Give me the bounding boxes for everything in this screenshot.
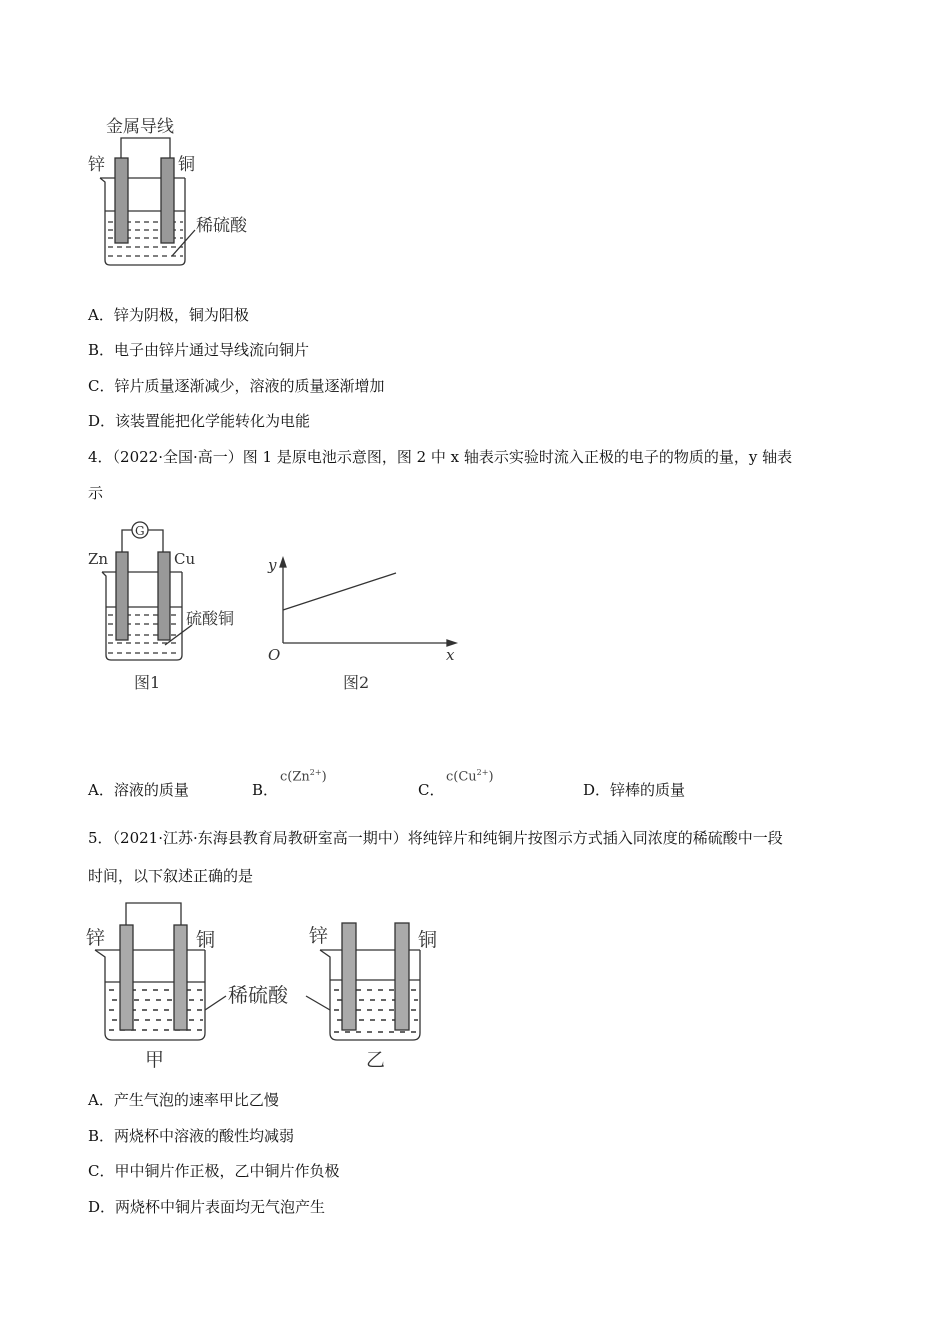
charge: 2+ [309,768,322,777]
q4-option-d: D．锌棒的质量 [583,781,686,799]
expr: c(Cu [446,769,477,785]
svg-text:乙: 乙 [366,1049,386,1071]
zinc-electrode [116,552,128,640]
q4-option-a: A．溶液的质量 [88,781,189,799]
svg-text:稀硫酸: 稀硫酸 [228,983,288,1007]
expr: c(Zn [280,769,310,785]
svg-text:硫酸铜: 硫酸铜 [186,609,235,628]
svg-text:图1: 图1 [134,673,161,692]
galvanic-cell-figure-q3 [88,117,248,265]
q4-option-b-expr: $c(Zn^{2+})$ [280,768,327,785]
svg-text:y: y [268,556,277,574]
line-graph-figure [267,556,456,692]
wire-label: 金属导线 [106,117,174,137]
q3-option-b: B．电子由锌片通过导线流向铜片 [88,341,310,359]
copper-electrode-a [174,925,187,1030]
q4-stem-cont: 示 [88,484,104,502]
zinc-electrode [115,158,128,243]
q4-option-b: B． [252,781,279,799]
copper-label: 铜 [178,155,195,175]
q5-option-d: D．两烧杯中铜片表面均无气泡产生 [88,1198,326,1216]
svg-text:Zn: Zn [88,550,109,568]
q5-option-c: C．甲中铜片作正极，乙中铜片作负极 [88,1162,340,1180]
svg-text:锌: 锌 [309,925,329,947]
q5-option-b: B．两烧杯中溶液的酸性均减弱 [88,1127,295,1145]
q5-stem-cont: 时间，以下叙述正确的是 [88,867,254,885]
zinc-label: 锌 [88,155,105,175]
svg-text:O: O [268,646,281,664]
q4-stem: 4．（2022·全国·高一）图 1 是原电池示意图，图 2 中 x 轴表示实验时流入正极的电子的物质的量，y 轴表 [88,448,793,466]
svg-text:铜: 铜 [418,929,438,951]
svg-text:x: x [446,646,455,664]
zinc-electrode-a [120,925,133,1030]
svg-text:铜: 铜 [196,929,216,951]
q3-option-d: D．该装置能把化学能转化为电能 [88,412,311,430]
q3-option-a: A．锌为阴极，铜为阳极 [88,306,249,324]
q4-option-c-expr: $c(Cu^{2+})$ [446,768,494,785]
q5-stem: 5．（2021·江苏·东海县教育局教研室高一期中）将纯锌片和纯铜片按图示方式插入同浓度的稀硫酸中一段 [88,829,783,847]
graph-line [283,573,396,610]
svg-text:Cu: Cu [174,550,196,568]
q4-option-c: C． [418,781,445,799]
svg-text:甲: 甲 [145,1049,165,1071]
q3-option-c: C．锌片质量逐渐减少，溶液的质量逐渐增加 [88,377,385,395]
galvanic-cell-figure-q4 [88,522,234,692]
zinc-electrode-b [342,923,356,1030]
two-beakers-figure [86,903,437,1071]
svg-text:锌: 锌 [86,927,106,949]
solution-label: 稀硫酸 [196,216,247,236]
copper-electrode-b [395,923,409,1030]
svg-text:图2: 图2 [343,673,370,692]
copper-electrode [158,552,170,640]
svg-text:G: G [135,524,145,538]
copper-electrode [161,158,174,243]
charge: 2+ [476,768,489,777]
q5-option-a: A．产生气泡的速率甲比乙慢 [88,1091,279,1109]
